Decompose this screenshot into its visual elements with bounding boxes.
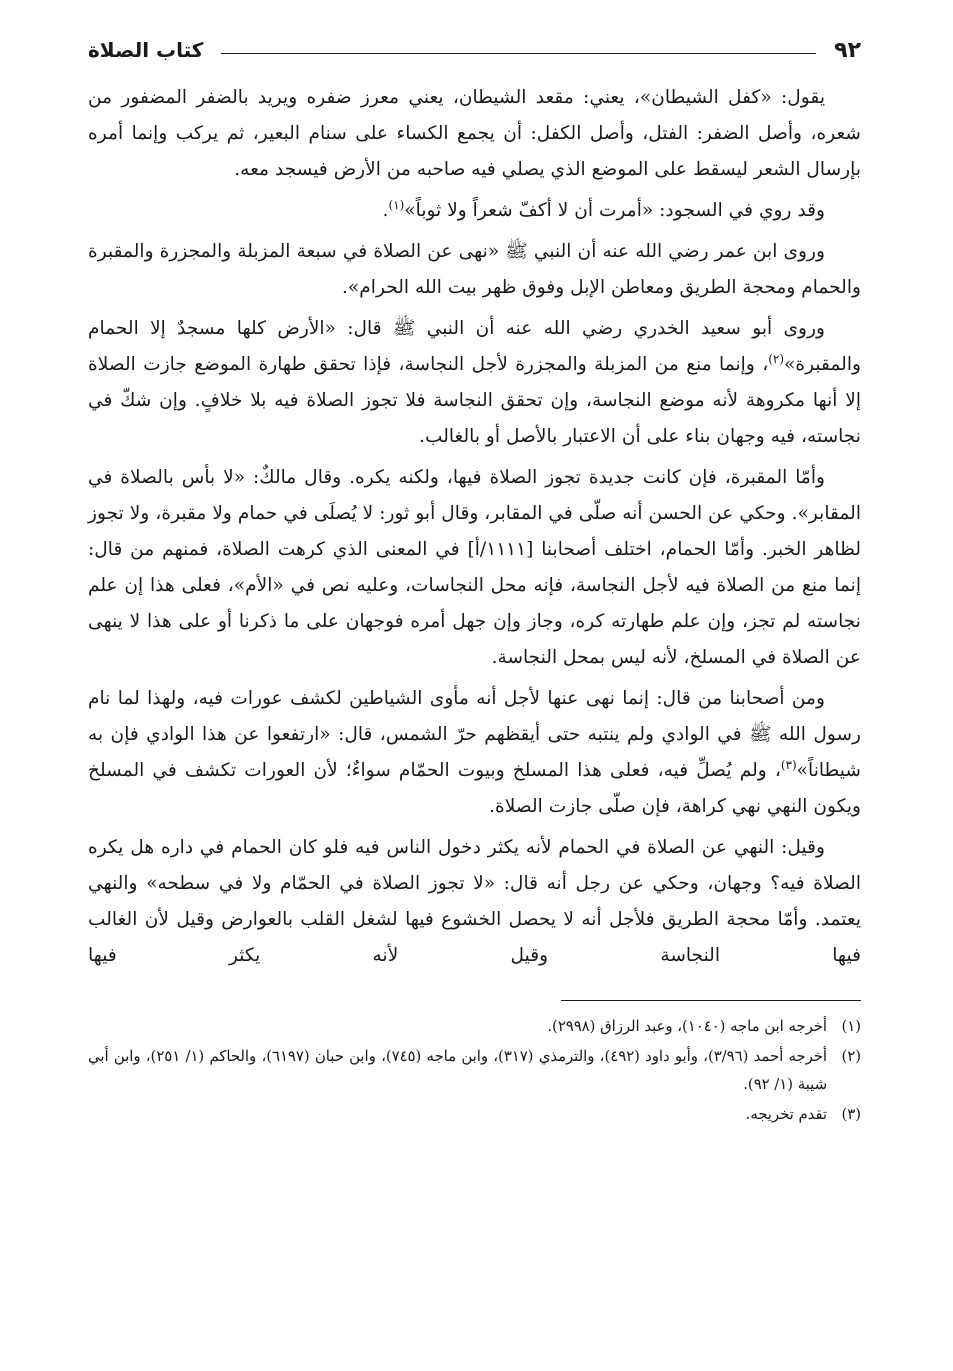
paragraph-text: يقول: «كفل الشيطان»، يعني: مقعد الشيطان، يعني معرز ضفره ويريد بالضفر المضفور من شعره، وأصل الضفر: الفتل، وأصل الكفل: أن يجمع الكساء على سنام البعير، ثم يركب وإنما أمره بإرسال الشعر ليسقط على الموضع الذي يصلي فيه صاحبه من الأرض فيسجد معه. (88, 87, 861, 180)
footnote-number: (٢) (841, 1048, 861, 1065)
footnote-text: أخرجه أحمد (٣/٩٦)، وأبو داود (٤٩٢)، والترمذي (٣١٧)، وابن ماجه (٧٤٥)، وابن حبان (٦١٩٧)، والحاكم (١/ ٢٥١)، وابن أبي شيبة (١/ ٩٢). (88, 1048, 827, 1093)
paragraph (88, 830, 861, 974)
footnotes (88, 1013, 861, 1129)
page-header (88, 30, 861, 70)
footnote-reference[interactable]: (١) (388, 197, 405, 212)
paragraph-text: وروى أبو سعيد الخدري رضي الله عنه أن النبي ﷺ قال: «الأرض كلها مسجدٌ إلا الحمام والمقبرة» (88, 318, 861, 375)
paragraph (88, 681, 861, 825)
paragraph-text: ، ولم يُصلِّ فيه، فعلى هذا المسلخ وبيوت الحمّام سواءٌ؛ لأن العورات تكشف في المسلخ ويكون النهي نهي كراهة، فإن صلّى جازت الصلاة. (88, 760, 861, 817)
footnote-text: تقدم تخريجه. (745, 1106, 827, 1123)
footnote-divider (561, 1000, 861, 1001)
paragraph-text: وأمّا المقبرة، فإن كانت جديدة تجوز الصلاة فيها، ولكنه يكره. وقال مالكٌ: «لا بأس بالصلاة في المقابر». وحكي عن الحسن أنه صلّى في المقابر، وقال أبو ثور: لا يُصلَى في حمام ولا مقبرة، ولا تجوز لظاهر الخبر. وأمّا الحمام، اختلف أصحابنا [١١١١/أ] في المعنى الذي كرهت الصلاة، فمنهم من قال: إنما منع من الصلاة فيه لأجل النجاسة، فإنه محل النجاسات، وعليه نص في «الأم»، فعلى هذا إن علم نجاسته لم تجز، وإن علم طهارته كره، وجاز وإن جهل أمره فوجهان على ما ذكرنا أو على هذا لا ينهى عن الصلاة في المسلخ، لأنه ليس بمحل النجاسة. (88, 467, 861, 668)
paragraph-text: ، وإنما منع من المزبلة والمجزرة لأجل النجاسة، فإذا تحقق طهارة الموضع جازت الصلاة إلا أنها مكروهة لأنه موضع النجاسة، وإن تحقق النجاسة فلا تجوز الصلاة فيه بلا خلافٍ. وإن شكّ في نجاسته، فيه وجهان بناء على أن الاعتبار بالأصل أو بالغالب. (88, 354, 861, 447)
paragraph (88, 80, 861, 188)
paragraph (88, 193, 861, 229)
footnote (88, 1013, 861, 1041)
paragraph-text: وقد روي في السجود: «أمرت أن لا أكفّ شعراً ولا ثوباً» (404, 200, 825, 221)
footnote-reference[interactable]: (٢) (768, 351, 785, 366)
footnote-number: (٣) (841, 1106, 861, 1123)
footnote-text: أخرجه ابن ماجه (١٠٤٠)، وعبد الرزاق (٢٩٩٨). (547, 1018, 827, 1035)
body-text (88, 80, 861, 974)
paragraph-text: وروى ابن عمر رضي الله عنه أن النبي ﷺ «نهى عن الصلاة في سبعة المزبلة والمجزرة والمقبرة والحمام ومحجة الطريق ومعاطن الإبل وفوق ظهر بيت الله الحرام». (88, 241, 861, 298)
footnote-number: (١) (841, 1018, 861, 1035)
footnote (88, 1043, 861, 1099)
paragraph (88, 460, 861, 676)
header-rule (221, 53, 816, 54)
paragraph-text: . (382, 200, 389, 221)
paragraph (88, 311, 861, 455)
paragraph-text: ومن أصحابنا من قال: إنما نهى عنها لأجل أنه مأوى الشياطين لكشف عورات فيه، ولهذا لما نام رسول الله ﷺ في الوادي ولم ينتبه حتى أيقظهم حرّ الشمس، قال: «ارتفعوا عن هذا الوادي فإن به شيطاناً» (88, 688, 861, 781)
footnote-reference[interactable]: (٣) (780, 757, 797, 772)
paragraph (88, 234, 861, 306)
book-title: كتاب الصلاة (88, 38, 204, 62)
page-number: ٩٢ (834, 37, 861, 63)
paragraph-text: وقيل: النهي عن الصلاة في الحمام لأنه يكثر دخول الناس فيه فلو كان الحمام في داره هل يكره الصلاة فيه؟ وجهان، وحكي عن رجل أنه قال: «لا تجوز الصلاة في الحمّام ولا في سطحه» والنهي يعتمد. وأمّا محجة الطريق فلأجل أنه لا يحصل الخشوع فيها لشغل القلب بالعوارض وقيل لأن الغالب فيها النجاسة وقيل لأنه يكثر فيها (88, 837, 861, 966)
footnote (88, 1101, 861, 1129)
